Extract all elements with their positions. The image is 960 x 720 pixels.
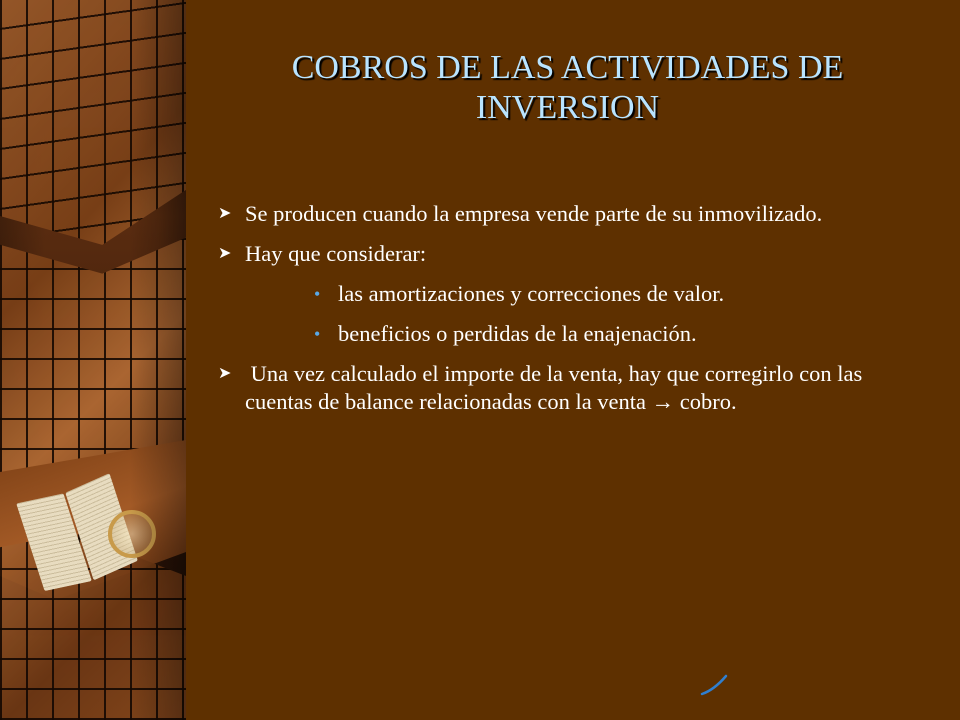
arrowhead-bullet-icon: ➤ (218, 245, 232, 262)
dot-bullet-icon: • (314, 324, 321, 344)
bullet-text: Se producen cuando la empresa vende parte de su inmovilizado. (245, 201, 823, 226)
slide-title: COBROS DE LAS ACTIVIDADES DE INVERSION (291, 49, 844, 126)
slide-content (218, 200, 908, 428)
bullet-text: Una vez calculado el importe de la venta, hay que corregirlo con las cuentas de balance relacionadas con la venta → cobro. (245, 361, 868, 414)
sub-bullet-text: beneficios o perdidas de la enajenación. (338, 321, 697, 346)
arrowhead-bullet-icon: ➤ (218, 205, 232, 222)
sub-bullet-item (218, 320, 908, 348)
arrowhead-bullet-icon: ➤ (218, 365, 232, 382)
side-image-drawers-and-book (0, 0, 186, 720)
bullet-item (218, 240, 908, 268)
image-vignette (0, 0, 186, 720)
pen-stroke-icon (700, 672, 728, 696)
sub-bullet-text: las amortizaciones y correcciones de valor. (338, 281, 725, 306)
bullet-item (218, 200, 908, 228)
bullet-item (218, 360, 908, 416)
bullet-text: Hay que considerar: (245, 241, 427, 266)
sub-bullet-item (218, 280, 908, 308)
dot-bullet-icon: • (314, 284, 321, 304)
